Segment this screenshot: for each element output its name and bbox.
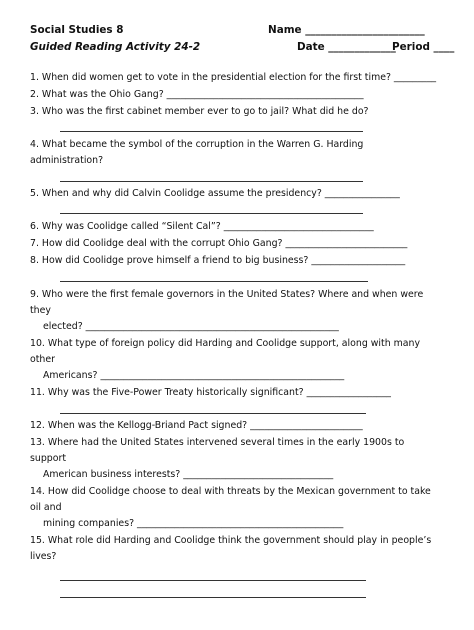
question-10-continued: other	[30, 354, 55, 365]
question-13-answer: American business interests? ________________________________	[43, 469, 334, 480]
question-4-continued: administration?	[30, 155, 104, 166]
date-label: Date _____________	[297, 41, 396, 53]
question-13-continued: support	[30, 453, 66, 464]
answer-line-4	[60, 181, 363, 182]
question-4: 4. What became the symbol of the corruption in the Warren G. Harding	[30, 139, 364, 150]
question-9-continued: they	[30, 305, 51, 316]
answer-line-3	[60, 131, 363, 132]
answer-line-8	[60, 281, 368, 282]
question-11: 11. Why was the Five-Power Treaty historically significant? __________________	[30, 387, 391, 398]
question-6: 6. Why was Coolidge called “Silent Cal”? ________________________________	[30, 221, 374, 232]
question-15-continued: lives?	[30, 551, 57, 562]
name-label: Name _______________________	[268, 24, 425, 36]
question-5: 5. When and why did Calvin Coolidge assume the presidency? ________________	[30, 188, 400, 199]
question-14-answer: mining companies? ____________________________________________	[43, 518, 344, 529]
period-label: Period ____	[392, 41, 455, 53]
question-12: 12. When was the Kellogg-Briand Pact signed? ________________________	[30, 420, 363, 431]
question-15: 15. What role did Harding and Coolidge think the government should play in people’s	[30, 535, 432, 546]
activity-title: Guided Reading Activity 24-2	[30, 41, 201, 53]
question-2: 2. What was the Ohio Gang? __________________________________________	[30, 89, 364, 100]
question-1: 1. When did women get to vote in the presidential election for the first time? _________	[30, 72, 437, 83]
answer-line-5	[60, 213, 363, 214]
answer-line-15a	[60, 580, 366, 581]
question-13: 13. Where had the United States intervened several times in the early 1900s to	[30, 437, 405, 448]
question-10: 10. What type of foreign policy did Harding and Coolidge support, along with many	[30, 338, 420, 349]
question-9: 9. Who were the first female governors in the United States? Where and when were	[30, 289, 424, 300]
course-title: Social Studies 8	[30, 24, 124, 36]
question-14: 14. How did Coolidge choose to deal with threats by the Mexican government to take	[30, 486, 431, 497]
answer-line-15b	[60, 597, 366, 598]
question-10-answer: Americans? ____________________________________________________	[43, 370, 345, 381]
question-7: 7. How did Coolidge deal with the corrupt Ohio Gang? __________________________	[30, 238, 408, 249]
question-9-answer: elected? ______________________________________________________	[43, 321, 339, 332]
question-8: 8. How did Coolidge prove himself a friend to big business? ____________________	[30, 255, 406, 266]
question-14-continued: oil and	[30, 502, 62, 513]
question-3: 3. Who was the first cabinet member ever to go to jail? What did he do?	[30, 106, 369, 117]
answer-line-11	[60, 413, 366, 414]
